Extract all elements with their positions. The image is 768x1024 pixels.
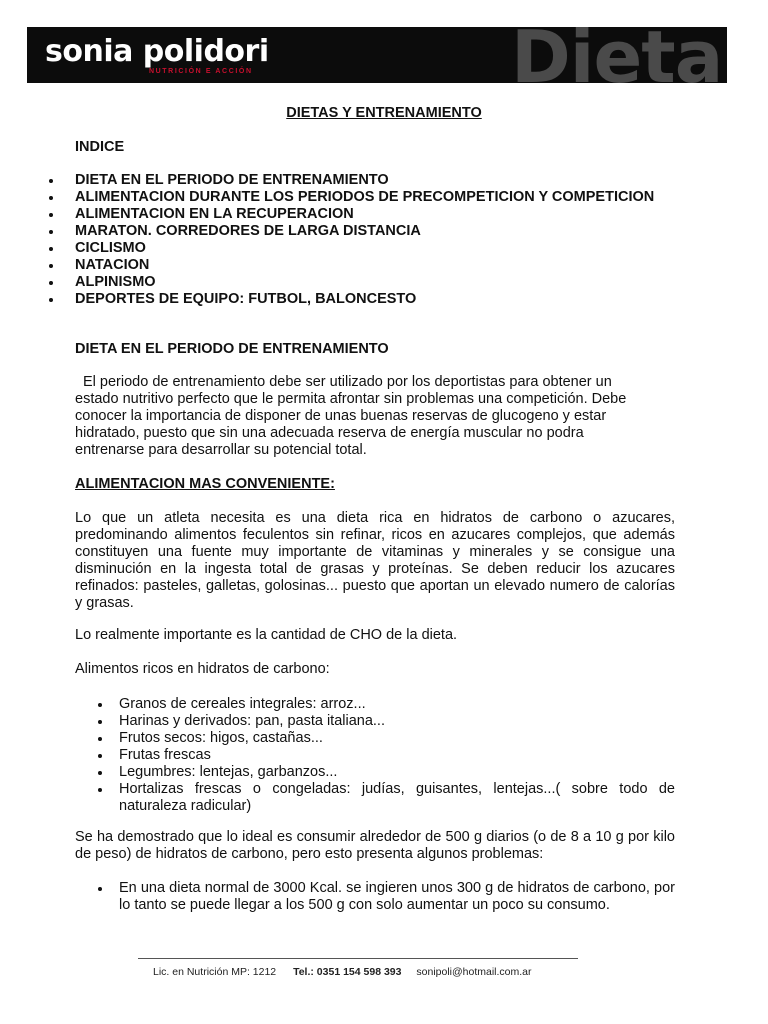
document-title: DIETAS Y ENTRENAMIENTO: [286, 105, 482, 121]
footer-email: sonipoli@hotmail.com.ar: [416, 966, 532, 978]
index-item: MARATON. CORREDORES DE LARGA DISTANCIA: [75, 223, 654, 240]
intro-paragraph: El periodo de entrenamiento debe ser utilizado por los deportistas para obtener un estado nutritivo perfecto que le permita afrontar sin problemas una competición. Debe conocer la importancia de disponer de unas buenas reservas de glucogeno y estar hidratado, puesto que sin una adecuada reserva de energía muscular no podra entrenarse para desarrollar su potencial total.: [75, 374, 627, 458]
foods-intro-paragraph: Alimentos ricos en hidratos de carbono:: [75, 661, 330, 677]
list-item: Hortalizas frescas o congeladas: judías, guisantes, lentejas...( sobre todo de naturaleza radicular): [119, 781, 675, 814]
index-item: DIETA EN EL PERIODO DE ENTRENAMIENTO: [75, 172, 654, 189]
footer-license: Lic. en Nutrición MP: 1212: [153, 966, 277, 978]
notes-list: [119, 880, 675, 914]
foods-list: [119, 696, 675, 815]
important-paragraph: Lo realmente importante es la cantidad de CHO de la dieta.: [75, 627, 458, 643]
index-item: ALIMENTACION DURANTE LOS PERIODOS DE PRECOMPETICION Y COMPETICION: [75, 189, 655, 205]
brand-logo-name: sonia polidori: [45, 34, 269, 69]
footer-divider: [138, 958, 578, 959]
index-item: ALPINISMO: [75, 274, 654, 291]
brand-logo-tagline: NUTRICIÓN E ACCIÓN: [149, 68, 253, 75]
index-item: CICLISMO: [75, 240, 654, 257]
index-list: [75, 172, 654, 308]
list-item: Frutas frescas: [119, 747, 675, 764]
header-banner: [27, 27, 727, 83]
footer-phone: Tel.: 0351 154 598 393: [293, 966, 402, 978]
list-item: Granos de cereales integrales: arroz...: [119, 696, 675, 713]
banner-title-word: Dieta: [511, 27, 723, 83]
list-item: Harinas y derivados: pan, pasta italiana...: [119, 713, 675, 730]
list-item: En una dieta normal de 3000 Kcal. se ingieren unos 300 g de hidratos de carbono, por lo tanto se puede llegar a los 500 g con solo aumentar un poco su consumo.: [119, 880, 675, 913]
diet-paragraph: Lo que un atleta necesita es una dieta rica en hidratos de carbono o azucares, predominando alimentos feculentos sin refinar, ricos en azucares complejos, que además constituyen una fuente muy importante de vitaminas y minerales y se consigue una disminución en la ingesta total de grasas y proteínas. Se deben reducir los azucares refinados: pasteles, galletas, golosinas... puesto que aportan un elevado numero de calorías y grasas.: [75, 510, 675, 611]
section-heading: DIETA EN EL PERIODO DE ENTRENAMIENTO: [75, 341, 389, 357]
footer: [153, 966, 532, 978]
sub-heading: ALIMENTACION MAS CONVENIENTE:: [75, 476, 335, 492]
list-item: Legumbres: lentejas, garbanzos...: [119, 764, 675, 781]
index-heading: INDICE: [75, 139, 125, 155]
list-item: Frutos secos: higos, castañas...: [119, 730, 675, 747]
index-item: DEPORTES DE EQUIPO: FUTBOL, BALONCESTO: [75, 291, 654, 308]
index-item: NATACION: [75, 257, 654, 274]
demo-paragraph: Se ha demostrado que lo ideal es consumir alrededor de 500 g diarios (o de 8 a 10 g por kilo de peso) de hidratos de carbono, pero esto presenta algunos problemas:: [75, 829, 675, 862]
index-item: ALIMENTACION EN LA RECUPERACION: [75, 206, 654, 223]
